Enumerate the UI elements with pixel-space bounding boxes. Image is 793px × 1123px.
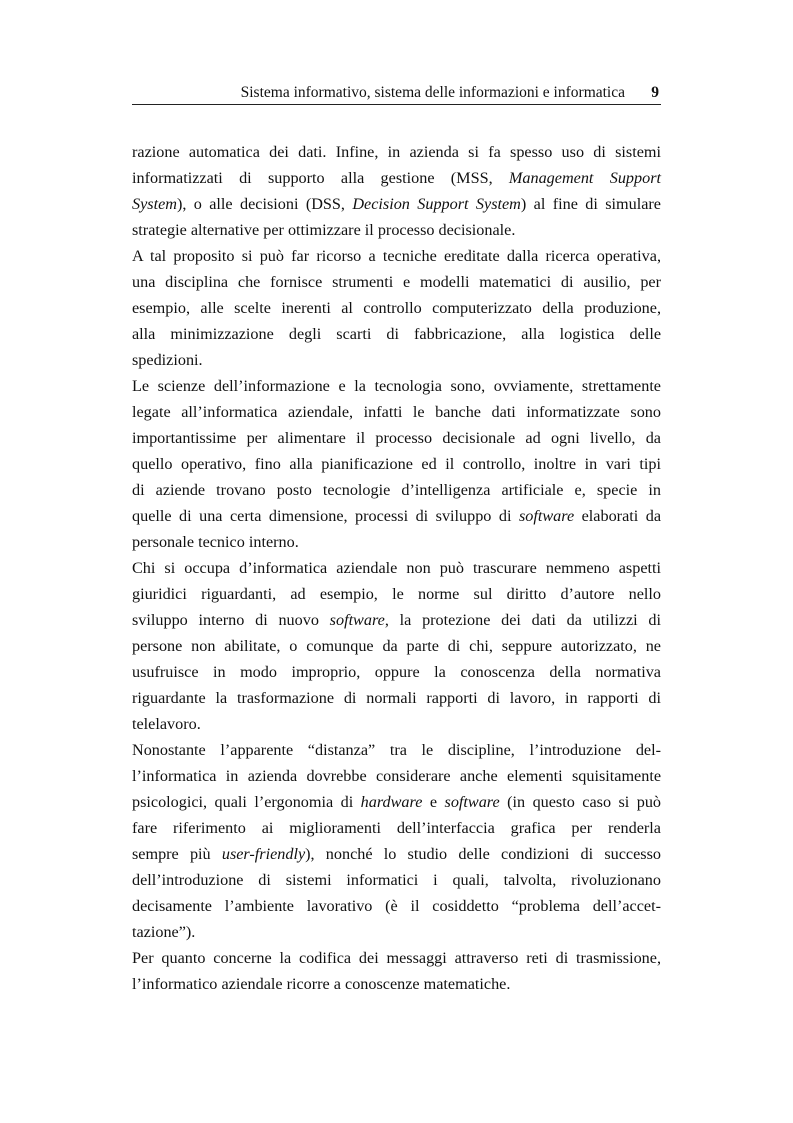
text-line — [132, 165, 661, 191]
text-line — [132, 451, 661, 477]
text-run: ) al fine di simulare — [520, 195, 661, 213]
text-run: spedizioni. — [132, 351, 203, 369]
text-line — [132, 841, 661, 867]
text-line — [132, 139, 661, 165]
text-line — [132, 217, 661, 243]
text-line — [132, 971, 661, 997]
text-line — [132, 633, 661, 659]
text-run: Chi si occupa d’informatica aziendale non può trascurare nemmeno aspetti — [132, 559, 661, 577]
text-run: decisamente l’ambiente lavorativo (è il cosiddetto “problema dell’accet- — [132, 897, 661, 915]
text-run: quello operativo, fino alla pianificazione ed il controllo, inoltre in vari tipi — [132, 455, 661, 473]
text-line — [132, 425, 661, 451]
text-line — [132, 685, 661, 711]
text-run: Per quanto concerne la codifica dei messaggi attraverso reti di trasmissione, — [132, 949, 661, 967]
text-run: quelle di una certa dimensione, processi di sviluppo di — [132, 507, 519, 525]
text-run: legate all’informatica aziendale, infatti le banche dati informatizzate sono — [132, 403, 661, 421]
text-line — [132, 295, 661, 321]
italic-term: software — [329, 611, 385, 629]
text-line — [132, 789, 661, 815]
text-run: sviluppo interno di nuovo — [132, 611, 330, 629]
text-line — [132, 815, 661, 841]
paragraph — [132, 243, 661, 373]
text-line — [132, 581, 661, 607]
text-run: (in questo caso si può — [499, 793, 662, 811]
text-run: Le scienze dell’informazione e la tecnologia sono, ovviamente, strettamente — [132, 377, 661, 395]
text-line — [132, 477, 661, 503]
text-line — [132, 503, 661, 529]
text-run: ), o alle decisioni (DSS, — [176, 195, 353, 213]
text-line — [132, 321, 661, 347]
italic-term: software — [518, 507, 575, 525]
text-line — [132, 607, 661, 633]
text-line — [132, 737, 661, 763]
text-run: esempio, alle scelte inerenti al controllo computerizzato della produzione, — [132, 299, 661, 317]
text-run: telelavoro. — [132, 715, 201, 733]
italic-term: hardware — [360, 793, 423, 811]
text-line — [132, 659, 661, 685]
text-run: razione automatica dei dati. Infine, in azienda si fa spesso uso di sistemi — [132, 143, 661, 161]
text-line — [132, 763, 661, 789]
text-run: persone non abilitate, o comunque da parte di chi, seppure autorizzato, ne — [132, 637, 661, 655]
text-run: tazione”). — [132, 923, 196, 941]
text-run: e — [422, 793, 445, 811]
italic-term: Management Support — [508, 169, 661, 187]
text-run: sempre più — [132, 845, 222, 863]
paragraph — [132, 945, 661, 997]
text-line — [132, 243, 661, 269]
running-header — [132, 82, 661, 105]
text-line — [132, 529, 661, 555]
italic-term: Decision Support System — [352, 195, 521, 213]
paragraph — [132, 555, 661, 737]
text-run: , la protezione dei dati da utilizzi di — [384, 611, 661, 629]
text-run: riguardante la trasformazione di normali rapporti di lavoro, in rapporti di — [132, 689, 661, 707]
header-title: Sistema informativo, sistema delle informazioni e informatica — [240, 84, 625, 101]
italic-term: System — [132, 195, 177, 213]
text-run: una disciplina che fornisce strumenti e modelli matematici di ausilio, per — [132, 273, 661, 291]
text-line — [132, 867, 661, 893]
text-line — [132, 945, 661, 971]
text-run: psicologici, quali l’ergonomia di — [132, 793, 361, 811]
text-run: ), nonché lo studio delle condizioni di successo — [305, 845, 661, 863]
body-text — [132, 139, 661, 997]
text-run: strategie alternative per ottimizzare il processo decisionale. — [132, 221, 516, 239]
text-line — [132, 919, 661, 945]
text-run: informatizzati di supporto alla gestione (MSS, — [132, 169, 509, 187]
text-run: A tal proposito si può far ricorso a tecniche ereditate dalla ricerca operativa, — [132, 247, 661, 265]
text-run: giuridici riguardanti, ad esempio, le norme sul diritto d’autore nello — [132, 585, 661, 603]
text-run: dell’introduzione di sistemi informatici i quali, talvolta, rivoluzionano — [132, 871, 661, 889]
text-run: usufruisce in modo improprio, oppure la conoscenza della normativa — [132, 663, 661, 681]
text-run: alla minimizzazione degli scarti di fabbricazione, alla logistica delle — [132, 325, 661, 343]
text-run: l’informatica in azienda dovrebbe considerare anche elementi squisitamente — [132, 767, 661, 785]
text-line — [132, 269, 661, 295]
text-line — [132, 711, 661, 737]
italic-term: software — [444, 793, 500, 811]
text-run: l’informatico aziendale ricorre a conoscenze matematiche. — [132, 975, 511, 993]
text-line — [132, 399, 661, 425]
italic-term: user-friendly — [221, 845, 306, 863]
page-number: 9 — [651, 84, 659, 101]
text-line — [132, 555, 661, 581]
text-run: fare riferimento ai miglioramenti dell’interfaccia grafica per renderla — [132, 819, 661, 837]
text-run: personale tecnico interno. — [132, 533, 299, 551]
text-line — [132, 893, 661, 919]
text-run: importantissime per alimentare il processo decisionale ad ogni livello, da — [132, 429, 661, 447]
text-run: Nonostante l’apparente “distanza” tra le discipline, l’introduzione del- — [132, 741, 661, 759]
paragraph — [132, 373, 661, 555]
text-line — [132, 373, 661, 399]
text-run: di aziende trovano posto tecnologie d’intelligenza artificiale e, specie in — [132, 481, 661, 499]
text-line — [132, 347, 661, 373]
text-line — [132, 191, 661, 217]
paragraph — [132, 139, 661, 243]
text-run: elaborati da — [574, 507, 662, 525]
paragraph — [132, 737, 661, 945]
